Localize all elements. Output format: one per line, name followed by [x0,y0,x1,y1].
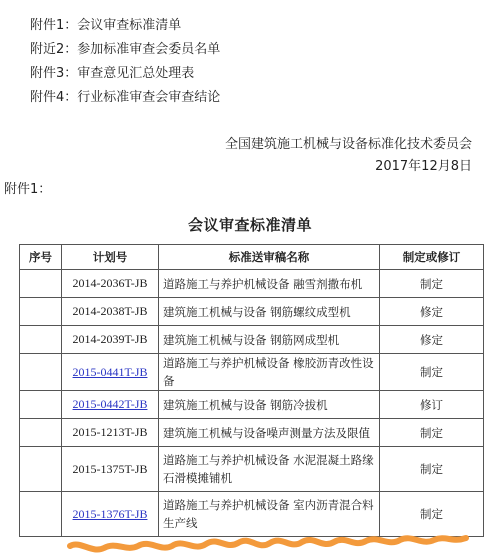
cell-no [20,298,62,326]
attachment-item-4: 附件4：行业标准审查会审查结论 [30,90,221,105]
cell-no [20,447,62,492]
issuer-org: 全国建筑施工机械与设备标准化技术委员会 [224,137,472,152]
cell-type: 制定 [380,492,484,537]
cell-no [20,354,62,391]
attachment-item-2: 附近2：参加标准审查会委员名单 [30,42,221,57]
cell-name: 建筑施工机械与设备 钢筋冷拔机 [159,391,380,419]
cell-type: 修定 [380,298,484,326]
header-no: 序号 [20,245,62,270]
cell-plan: 2015-1375T-JB [62,447,159,492]
cell-no [20,391,62,419]
table-row [20,270,484,298]
header-type: 制定或修订 [380,245,484,270]
attachment-list [30,14,220,110]
table-row [20,419,484,447]
cell-plan: 2014-2039T-JB [62,326,159,354]
cell-plan-link[interactable]: 2015-1376T-JB [62,492,159,537]
cell-no [20,419,62,447]
cell-no [20,270,62,298]
cell-plan: 2014-2038T-JB [62,298,159,326]
table-row [20,326,484,354]
table-row [20,391,484,419]
cell-type: 制定 [380,419,484,447]
standards-table [19,244,484,537]
scribble-stroke [70,538,466,550]
issuer-block [225,134,472,178]
cell-plan: 2015-1213T-JB [62,419,159,447]
table-row [20,354,484,391]
cell-type: 制定 [380,270,484,298]
cell-name: 道路施工与养护机械设备 橡胶沥青改性设备 [159,354,380,391]
cell-name: 道路施工与养护机械设备 水泥混凝土路缘石滑模摊铺机 [159,447,380,492]
cell-plan-link[interactable]: 2015-0442T-JB [62,391,159,419]
attachment-item-3: 附件3：审查意见汇总处理表 [30,66,195,81]
cell-name: 道路施工与养护机械设备 融雪剂撒布机 [159,270,380,298]
header-plan: 计划号 [62,245,159,270]
cell-plan-link[interactable]: 2015-0441T-JB [62,354,159,391]
attachment-item-1: 附件1：会议审查标准清单 [30,18,182,33]
table-row [20,298,484,326]
table-title: 会议审查标准清单 [187,216,312,234]
cell-plan: 2014-2036T-JB [62,270,159,298]
attachment-label: 附件1： [4,182,52,197]
cell-no [20,326,62,354]
orange-scribble-mark [0,510,500,559]
cell-type: 修定 [380,326,484,354]
header-name: 标准送审稿名称 [159,245,380,270]
cell-type: 制定 [380,354,484,391]
table-header-row [20,245,484,270]
cell-name: 建筑施工机械与设备 钢筋螺纹成型机 [159,298,380,326]
cell-name: 建筑施工机械与设备 钢筋网成型机 [159,326,380,354]
cell-type: 修订 [380,391,484,419]
table-row [20,447,484,492]
cell-type: 制定 [380,447,484,492]
cell-name: 建筑施工机械与设备噪声测量方法及限值 [159,419,380,447]
cell-name: 道路施工与养护机械设备 室内沥青混合料生产线 [159,492,380,537]
issuer-date: 2017年12月8日 [375,159,472,174]
